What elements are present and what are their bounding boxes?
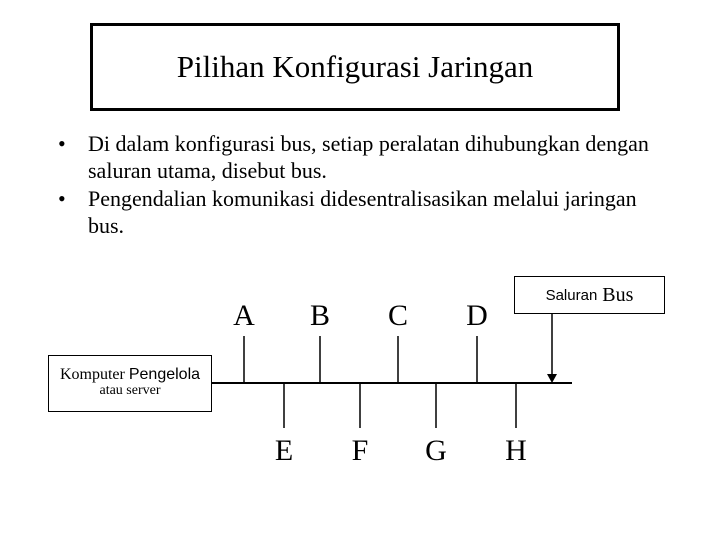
server-label-part2: Pengelola [128, 366, 201, 383]
node-b: B [302, 296, 338, 336]
node-e: E [266, 431, 302, 471]
bus-label-part1: Saluran [545, 286, 598, 304]
slide-title: Pilihan Konfigurasi Jaringan [90, 23, 620, 111]
bus-label [514, 276, 665, 314]
node-f: F [342, 431, 378, 471]
bullet-icon: • [58, 131, 66, 156]
bullet-text: Pengendalian komunikasi didesentralisasikan melalui jaringan bus. [88, 186, 637, 238]
node-h: H [498, 431, 534, 471]
node-c: C [380, 296, 416, 336]
arrow-head-icon [547, 374, 557, 383]
node-g: G [418, 431, 454, 471]
bus-label-part2: Bus [602, 283, 634, 306]
node-a: A [226, 296, 262, 336]
bullet-icon: • [58, 186, 66, 211]
server-label-part1: Komputer [59, 366, 125, 383]
server-label-line2: atau server [99, 383, 161, 398]
bullet-text: Di dalam konfigurasi bus, setiap peralatan dihubungkan dengan saluran utama, disebut bus. [88, 131, 649, 183]
server-node [48, 355, 212, 412]
node-d: D [459, 296, 495, 336]
